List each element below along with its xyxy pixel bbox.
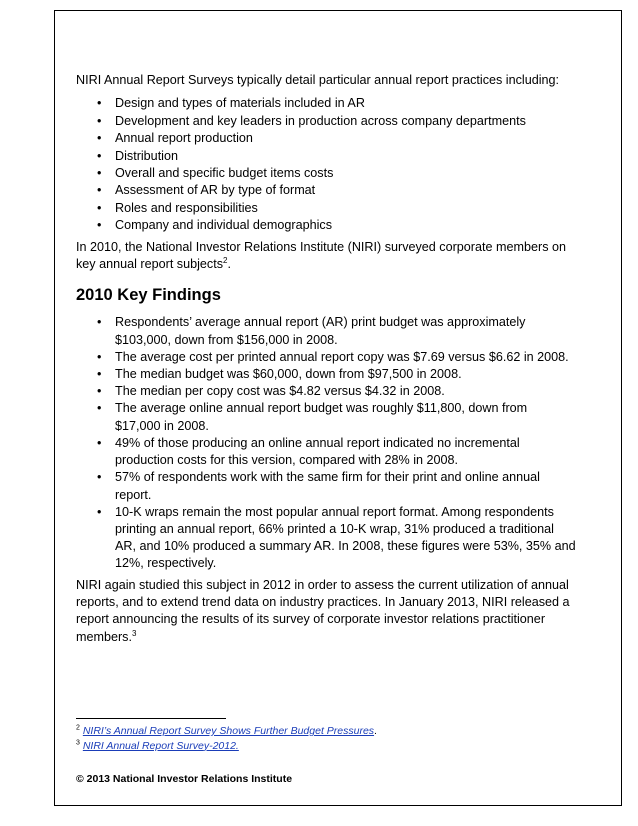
survey-text: In 2010, the National Investor Relations Institute (NIRI) surveyed corporate members on key annual report subjects xyxy=(76,239,566,272)
footnote-number: 3 xyxy=(76,739,80,747)
footnote-number: 2 xyxy=(76,724,80,732)
list-item: • Roles and responsibilities xyxy=(76,200,576,217)
survey-period: . xyxy=(227,257,231,272)
list-item: • Respondents’ average annual report (AR) print budget was approximately $103,000, down from $156,000 in 2008. xyxy=(76,314,576,348)
footnote-link[interactable]: NIRI’s Annual Report Survey Shows Further Budget Pressures xyxy=(82,725,375,737)
intro-paragraph: NIRI Annual Report Surveys typically detail particular annual report practices including: xyxy=(76,73,560,87)
list-item: • Distribution xyxy=(76,148,576,165)
list-item: • 49% of those producing an online annual report indicated no incremental production costs for this version, compared with 28% in 2008. xyxy=(76,435,576,469)
list-item: • The average cost per printed annual report copy was $7.69 versus $6.62 in 2008. xyxy=(76,349,576,366)
list-item: • Design and types of materials included in AR xyxy=(76,95,576,112)
closing-text: NIRI again studied this subject in 2012 in order to assess the current utilization of annual reports, and to extend trend data on industry practices. In January 2013, NIRI released a report announcing the results of its survey of corporate investor relations practitioner members. xyxy=(76,577,570,644)
footnote-ref-2[interactable]: 2 xyxy=(223,255,228,265)
footnote xyxy=(76,739,377,754)
section-heading: 2010 Key Findings xyxy=(76,286,221,305)
list-item: • The median budget was $60,000, down from $97,500 in 2008. xyxy=(76,366,576,383)
document-body xyxy=(76,72,576,646)
list-item: • Annual report production xyxy=(76,130,576,147)
list-item: • 10-K wraps remain the most popular annual report format. Among respondents printing an annual report, 66% printed a 10-K wrap, 31% produced a traditional AR, and 10% produced a summary AR. In 2008, these figures were 53%, 35% and 12%, respectively. xyxy=(76,504,576,573)
footnote-suffix: . xyxy=(374,725,377,737)
footnote-ref-3[interactable]: 3 xyxy=(131,628,137,638)
footnote-divider xyxy=(76,718,226,719)
list-item: • The median per copy cost was $4.82 versus $4.32 in 2008. xyxy=(76,383,576,400)
footnote-link[interactable]: NIRI Annual Report Survey-2012. xyxy=(82,739,239,752)
list-item: • 57% of respondents work with the same firm for their print and online annual report. xyxy=(76,469,576,503)
footnote xyxy=(76,724,377,739)
list-item: • Overall and specific budget items costs xyxy=(76,165,576,182)
findings-list xyxy=(76,314,576,572)
list-item: • Company and individual demographics xyxy=(76,217,576,234)
list-item: • The average online annual report budget was roughly $11,800, down from $17,000 in 2008. xyxy=(76,400,576,434)
footnotes xyxy=(76,724,377,754)
copyright-footer: © 2013 National Investor Relations Institute xyxy=(76,773,293,785)
closing-paragraph xyxy=(76,577,576,647)
practices-list xyxy=(76,95,576,234)
survey-paragraph xyxy=(76,239,576,274)
list-item: • Assessment of AR by type of format xyxy=(76,182,576,199)
list-item: • Development and key leaders in production across company departments xyxy=(76,113,576,130)
